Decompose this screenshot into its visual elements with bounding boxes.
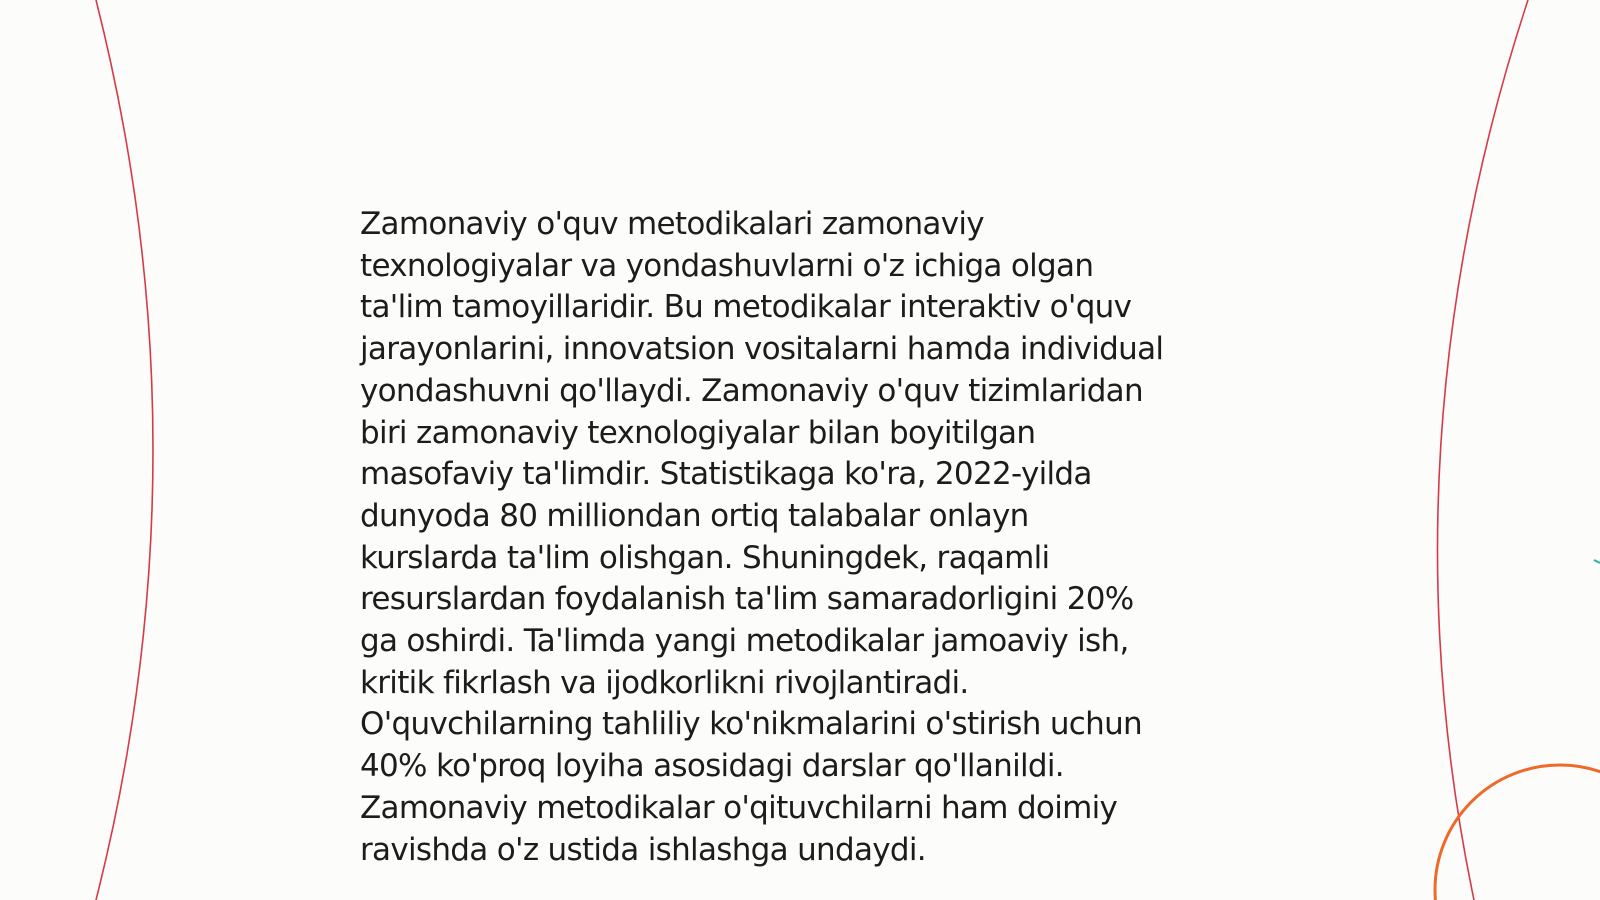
body-line-3: ta'lim tamoyillaridir. Bu metodikalar interaktiv o'quv bbox=[360, 289, 1132, 326]
body-line-11: ga oshirdi. Ta'limda yangi metodikalar jamoaviy ish, bbox=[360, 623, 1129, 660]
body-line-16: ravishda o'z ustida ishlashga undaydi. bbox=[360, 831, 926, 868]
slide-body-text bbox=[360, 204, 1260, 871]
body-line-6: biri zamonaviy texnologiyalar bilan boyitilgan bbox=[360, 414, 1036, 451]
body-line-2: texnologiyalar va yondashuvlarni o'z ichiga olgan bbox=[360, 247, 1094, 284]
body-line-15: Zamonaviy metodikalar o'qituvchilarni ham doimiy bbox=[360, 789, 1118, 826]
body-line-4: jarayonlarini, innovatsion vositalarni hamda individual bbox=[360, 331, 1164, 368]
teal-dot-decoration bbox=[1594, 560, 1600, 563]
body-line-14: 40% ko'proq loyiha asosidagi darslar qo'llanildi. bbox=[360, 748, 1064, 785]
body-line-5: yondashuvni qo'llaydi. Zamonaviy o'quv tizimlaridan bbox=[360, 372, 1143, 409]
body-line-9: kurslarda ta'lim olishgan. Shuningdek, raqamli bbox=[360, 539, 1050, 576]
body-line-13: O'quvchilarning tahliliy ko'nikmalarini o'stirish uchun bbox=[360, 706, 1142, 743]
orange-circle-decoration bbox=[1435, 765, 1600, 900]
left-curve-decoration bbox=[96, 0, 153, 900]
body-line-1: Zamonaviy o'quv metodikalari zamonaviy bbox=[360, 206, 984, 242]
body-line-7: masofaviy ta'limdir. Statistikaga ko'ra, 2022-yilda bbox=[360, 456, 1092, 493]
body-line-8: dunyoda 80 milliondan ortiq talabalar onlayn bbox=[360, 497, 1029, 534]
body-line-12: kritik fikrlash va ijodkorlikni rivojlantiradi. bbox=[360, 664, 969, 701]
body-line-10: resurslardan foydalanish ta'lim samaradorligini 20% bbox=[360, 581, 1134, 618]
right-curve-decoration bbox=[1437, 0, 1528, 900]
